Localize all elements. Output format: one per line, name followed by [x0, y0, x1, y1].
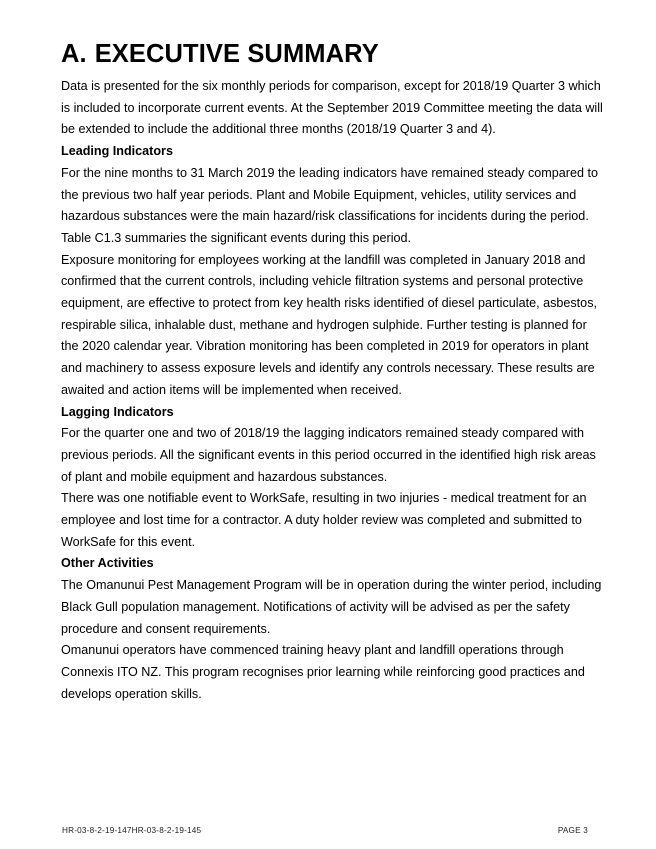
- lagging-indicators-paragraph: For the quarter one and two of 2018/19 the lagging indicators remained steady compared with previous periods. All the significant events in this period occurred in the identified high risk areas of plant and mobile equipment and hazardous substances.: [61, 426, 596, 484]
- leading-indicators-heading: Leading Indicators: [61, 144, 173, 159]
- notifiable-event-paragraph: There was one notifiable event to WorkSafe, resulting in two injuries - medical treatment for an employee and lost time for a contractor. A duty holder review was completed and submitted to WorkSafe for this event.: [61, 491, 587, 549]
- pest-management-paragraph: The Omanunui Pest Management Program will be in operation during the winter period, including Black Gull population management. Notifications of activity will be advised as per the safety procedure and consent requirements.: [61, 578, 602, 636]
- document-body: [61, 38, 606, 705]
- leading-indicators-paragraph: For the nine months to 31 March 2019 the leading indicators have remained steady compared to the previous two half year periods. Plant and Mobile Equipment, vehicles, utility services and hazardous substances were the main hazard/risk classifications for incidents during the period. Table C1.3 summaries the significant events during this period.: [61, 165, 598, 245]
- other-activities-heading: Other Activities: [61, 556, 154, 571]
- page-number: PAGE 3: [557, 826, 588, 835]
- intro-paragraph: Data is presented for the six monthly periods for comparison, except for 2018/19 Quarter 3 which is included to incorporate current events. At the September 2019 Committee meeting the data will be extended to include the additional three months (2018/19 Quarter 3 and 4).: [61, 79, 603, 137]
- exposure-monitoring-paragraph: Exposure monitoring for employees working at the landfill was completed in January 2018 and confirmed that the current controls, including vehicle filtration systems and personal protective equipment, are effective to protect from key health risks identified of diesel particulate, asbestos, respirable silica, inhalable dust, methane and hydrogen sulphide. Further testing is planned for the 2020 calendar year. Vibration monitoring has been completed in 2019 for operators in plant and machinery to assess exposure levels and identify any controls necessary. These results are awaited and action items will be implemented when received.: [61, 252, 597, 397]
- training-paragraph: Omanunui operators have commenced training heavy plant and landfill operations through Connexis ITO NZ. This program recognises prior learning while reinforcing good practices and develops operation skills.: [61, 643, 585, 701]
- section-title: EXECUTIVE SUMMARY: [94, 40, 379, 68]
- page-title: [61, 38, 606, 70]
- section-number: A.: [61, 40, 87, 68]
- footer-reference: HR-03-8-2-19-147HR-03-8-2-19-145: [62, 826, 202, 835]
- lagging-indicators-heading: Lagging Indicators: [61, 404, 174, 419]
